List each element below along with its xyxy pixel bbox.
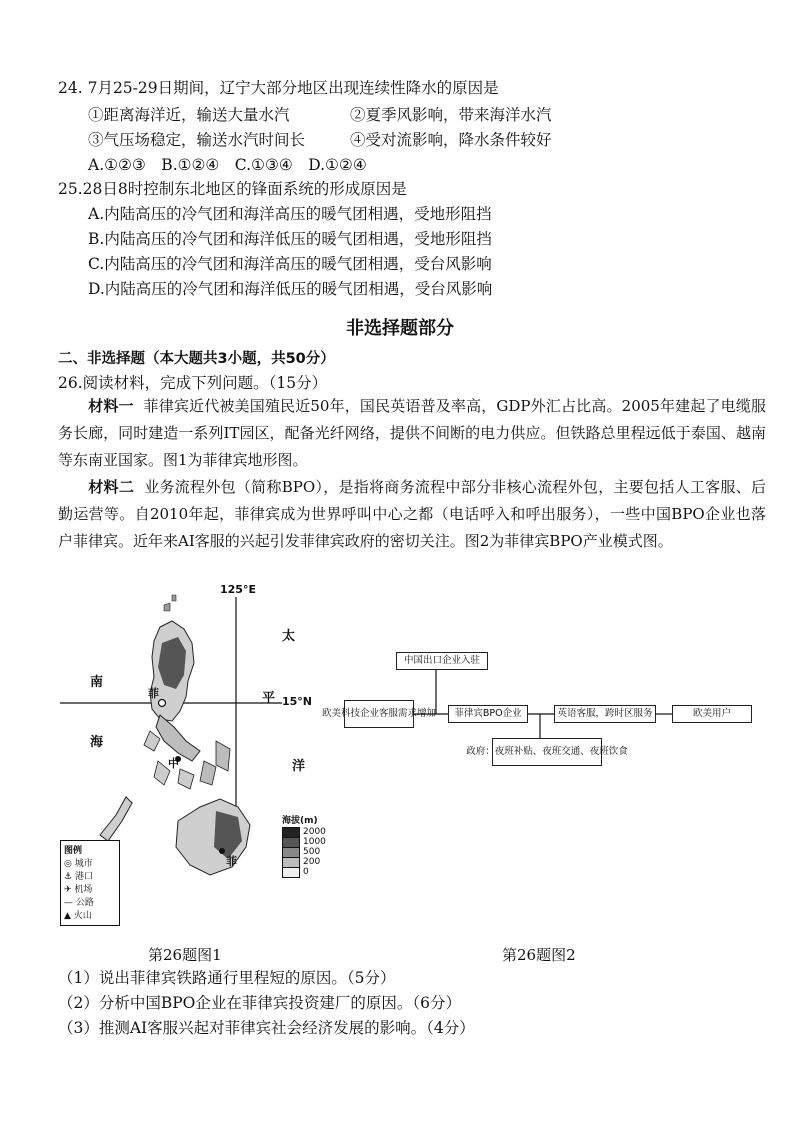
q24-option-4: ④受对流影响，降水条件较好 xyxy=(350,131,552,149)
port-symbol-icon: ⚓ xyxy=(64,872,73,882)
city-marker-south xyxy=(219,848,225,854)
box-western-demand: 欧美科技企业客服需求增加 xyxy=(344,700,414,728)
q26-sub-3: （3）推测AI客服兴起对菲律宾社会经济发展的影响。（4分） xyxy=(58,1019,475,1037)
part2-heading: 二、非选择题（本大题共3小题，共50分） xyxy=(58,351,335,367)
ocean-label-2: 平 xyxy=(262,691,276,706)
q26-stem: 26.阅读材料，完成下列问题。（15分） xyxy=(58,374,328,392)
q25-stem: 25.28日8时控制东北地区的锋面系统的形成原因是 xyxy=(58,180,407,198)
latitude-label: 15°N xyxy=(282,695,313,708)
city-marker-manila xyxy=(159,700,166,707)
city-label-3: 菲 xyxy=(226,855,237,868)
q24-option-2: ②夏季风影响，带来海洋水汽 xyxy=(350,106,552,124)
box-government: 政府：夜班补贴、夜班交通、夜班饮食 xyxy=(492,738,602,766)
q25-option-b: B.内陆高压的冷气团和海洋低压的暖气团相遇，受地形阻挡 xyxy=(88,230,492,248)
legend-port: 港口 xyxy=(74,872,93,882)
q24-option-1: ①距离海洋近，输送大量水汽 xyxy=(88,106,290,124)
q24-stem: 24. 7月25-29日期间，辽宁大部分地区出现连续性降水的原因是 xyxy=(58,79,499,97)
material-1-label: 材料一 xyxy=(88,397,134,415)
airport-symbol-icon: ✈ xyxy=(64,885,72,895)
legend-airport: 机场 xyxy=(74,885,93,895)
legend-road: 公路 xyxy=(75,898,94,908)
elevation-1000: 1000 xyxy=(303,837,326,847)
legend-city: 城市 xyxy=(74,859,93,869)
elevation-500: 500 xyxy=(303,847,321,857)
longitude-label: 125°E xyxy=(220,583,256,596)
city-symbol-icon: ◎ xyxy=(64,859,72,869)
map-legend xyxy=(60,840,120,926)
q25-option-d: D.内陆高压的冷气团和海洋低压的暖气团相遇，受台风影响 xyxy=(88,280,493,298)
q24-choices: A.①②③ B.①②④ C.①③④ D.①②④ xyxy=(88,156,367,174)
volcano-symbol-icon: ▲ xyxy=(64,911,71,921)
philippines-map xyxy=(60,585,360,935)
elevation-2000: 2000 xyxy=(303,827,326,837)
elevation-200: 200 xyxy=(303,857,321,867)
q25-option-c: C.内陆高压的冷气团和海洋高压的暖气团相遇，受台风影响 xyxy=(88,255,492,273)
ocean-label-3: 洋 xyxy=(292,759,306,774)
elevation-0: 0 xyxy=(303,867,309,877)
material-1 xyxy=(58,393,766,474)
q26-sub-2: （2）分析中国BPO企业在菲律宾投资建厂的原因。（6分） xyxy=(58,994,462,1012)
material-2-text: 业务流程外包（简称BPO），是指将商务流程中部分非核心流程外包，主要包括人工客服、后勤运营等。自2010年起，菲律宾成为世界呼叫中心之都（电话呼入和呼出服务），一些中国BPO企业也落户菲律宾。近年来AI客服的兴起引发菲律宾政府的密切关注。图2为菲律宾BPO产业模式图。 xyxy=(58,478,766,550)
material-2 xyxy=(58,474,766,555)
bpo-flow-diagram xyxy=(322,650,760,780)
figure-2-caption: 第26题图2 xyxy=(502,946,576,964)
road-symbol-icon: — xyxy=(64,898,73,908)
elevation-legend xyxy=(282,827,326,877)
legend-volcano: 火山 xyxy=(73,911,92,921)
sea-label-1: 南 xyxy=(90,675,104,690)
q25-option-a: A.内陆高压的冷气团和海洋高压的暖气团相遇，受地形阻挡 xyxy=(88,205,492,223)
figure-1-caption: 第26题图1 xyxy=(148,946,222,964)
box-philippine-bpo: 菲律宾BPO企业 xyxy=(448,705,528,723)
ocean-label-1: 太 xyxy=(282,629,296,644)
material-2-label: 材料二 xyxy=(88,478,135,496)
box-china-enterprises: 中国出口企业入驻 xyxy=(396,652,488,670)
elevation-title: 海拔(m) xyxy=(282,816,318,826)
q26-sub-1: （1）说出菲律宾铁路通行里程短的原因。（5分） xyxy=(58,969,396,987)
sea-label-2: 海 xyxy=(90,735,104,750)
city-label-2: 中 xyxy=(168,757,179,770)
section-title: 非选择题部分 xyxy=(346,318,454,339)
box-english-service: 英语客服，跨时区服务 xyxy=(554,705,656,723)
box-western-users: 欧美用户 xyxy=(672,705,752,723)
material-1-text: 菲律宾近代被美国殖民近50年，国民英语普及率高，GDP外汇占比高。2005年建起了电缆服务长廊，同时建造一系列IT园区，配备光纤网络，提供不间断的电力供应。但铁路总里程远低于泰国、越南等东南亚国家。图1为菲律宾地形图。 xyxy=(58,397,766,469)
palawan-island xyxy=(100,797,132,841)
city-label-1: 菲 xyxy=(148,687,159,700)
q24-option-3: ③气压场稳定，输送水汽时间长 xyxy=(88,131,306,149)
legend-title: 图例 xyxy=(64,846,83,856)
